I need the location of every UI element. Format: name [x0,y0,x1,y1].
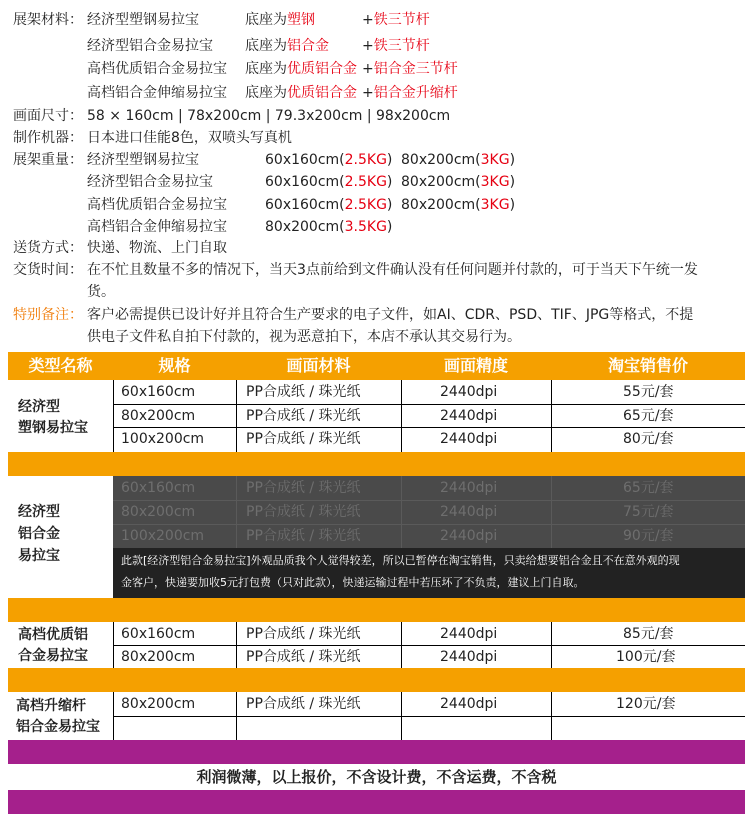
weight-row-4-size1: 80x200cm(3.5KG) [265,219,393,235]
delivery-value: 快递、物流、上门自取 [87,240,227,256]
cell-spec: 100x200cm [121,528,205,544]
group-label: 高档升缩杆 铝合金易拉宝 [16,698,100,735]
frame-material-label: 展架材料： [13,12,83,28]
header-spec: 规格 [158,356,191,375]
footer-band-bottom [8,790,745,814]
material-row-1-name: 经济型塑钢易拉宝 [87,12,199,28]
cell-price: 80元/套 [623,431,674,447]
weight-row-1-name: 经济型塑钢易拉宝 [87,152,199,168]
material-row-2-rod: +铁三节杆 [362,38,430,54]
cell-spec: 100x200cm [121,431,205,447]
group-label: 经济型 铝合金 易拉宝 [18,504,60,564]
special-note-line2: 供电子文件私自拍下付款的，视为恶意拍下，本店不承认其交易行为。 [87,329,521,345]
weight-row-3-size1: 60x160cm(2.5KG) [265,197,393,213]
cell-price: 85元/套 [623,626,674,642]
weight-row-2-size2: 80x200cm(3KG) [401,174,516,190]
weight-row-4-name: 高档铝合金伸缩易拉宝 [87,219,227,235]
delivery-time-line1: 在不忙且数量不多的情况下，当天3点前给到文件确认没有任何问题并付款的，可于当天下午统一发 [87,262,698,278]
table-header [8,352,745,380]
cell-material: PP合成纸 / 珠光纸 [246,528,361,544]
cell-spec: 60x160cm [121,480,196,496]
cell-precision: 2440dpi [440,384,498,400]
header-material: 画面材料 [286,356,351,375]
machine-value: 日本进口佳能8色，双喷头写真机 [87,130,292,146]
material-row-3-rod: +铝合金三节杆 [362,61,458,77]
cell-price: 75元/套 [623,504,674,520]
material-row-2-base: 底座为铝合金 [245,38,329,54]
special-note-label: 特别备注： [13,307,83,323]
separator-bar [8,598,745,622]
weight-row-2-name: 经济型铝合金易拉宝 [87,174,213,190]
cell-material: PP合成纸 / 珠光纸 [246,649,361,665]
group-label: 高档优质铝 合金易拉宝 [18,627,88,664]
size-label: 画面尺寸： [13,108,83,124]
group-label: 经济型 塑钢易拉宝 [18,399,88,436]
cell-precision: 2440dpi [440,408,498,424]
header-precision: 画面精度 [443,356,508,375]
material-row-4-rod: +铝合金升缩杆 [362,85,458,101]
weight-row-1-size1: 60x160cm(2.5KG) [265,152,393,168]
cell-spec: 60x160cm [121,384,196,400]
delivery-time-label: 交货时间： [13,262,83,278]
cell-spec: 60x160cm [121,626,196,642]
special-note-line1: 客户必需提供已设计好并且符合生产要求的电子文件，如AI、CDR、PSD、TIF、JPG等格式，不提 [87,307,694,323]
cell-spec: 80x200cm [121,649,196,665]
material-row-1-base: 底座为塑钢 [245,12,315,28]
cell-precision: 2440dpi [440,504,498,520]
cell-precision: 2440dpi [440,528,498,544]
discontinued-notice: 此款[经济型铝合金易拉宝]外观品质我个人觉得较差，所以已暂停在淘宝销售，只卖给想要铝合金且不在意外观的现 金客户，快递要加收5元打包费（只对此款），快递运输过程中若压坏了不负责，建议上门自取。 [113,548,745,598]
cell-material: PP合成纸 / 珠光纸 [246,504,361,520]
cell-precision: 2440dpi [440,696,498,712]
delivery-time-line2: 货。 [87,284,115,300]
cell-price: 65元/套 [623,408,674,424]
material-row-3-name: 高档优质铝合金易拉宝 [87,61,227,77]
cell-material: PP合成纸 / 珠光纸 [246,626,361,642]
weight-row-3-name: 高档优质铝合金易拉宝 [87,197,227,213]
cell-spec: 80x200cm [121,408,196,424]
footer-band-top [8,740,745,764]
material-row-4-name: 高档铝合金伸缩易拉宝 [87,85,227,101]
weight-row-1-size2: 80x200cm(3KG) [401,152,516,168]
cell-spec: 80x200cm [121,504,196,520]
cell-price: 90元/套 [623,528,674,544]
header-type: 类型名称 [28,356,93,375]
cell-price: 65元/套 [623,480,674,496]
cell-precision: 2440dpi [440,431,498,447]
weight-row-3-size2: 80x200cm(3KG) [401,197,516,213]
separator-bar [8,452,745,476]
material-row-1-rod: +铁三节杆 [362,12,430,28]
cell-material: PP合成纸 / 珠光纸 [246,408,361,424]
cell-price: 100元/套 [616,649,676,665]
cell-precision: 2440dpi [440,480,498,496]
cell-price: 55元/套 [623,384,674,400]
cell-spec: 80x200cm [121,696,196,712]
cell-material: PP合成纸 / 珠光纸 [246,384,361,400]
cell-material: PP合成纸 / 珠光纸 [246,431,361,447]
material-row-4-base: 底座为优质铝合金 [245,85,357,101]
cell-precision: 2440dpi [440,626,498,642]
cell-material: PP合成纸 / 珠光纸 [246,480,361,496]
material-row-2-name: 经济型铝合金易拉宝 [87,38,213,54]
material-row-3-base: 底座为优质铝合金 [245,61,357,77]
footer-note: 利润微薄，以上报价，不含设计费，不含运费，不含税 [8,764,745,790]
weight-label: 展架重量： [13,152,83,168]
header-price: 淘宝销售价 [607,356,688,375]
size-value: 58 × 160cm | 78x200cm | 79.3x200cm | 98x200cm [87,108,451,124]
delivery-label: 送货方式： [13,240,83,256]
cell-price: 120元/套 [616,696,676,712]
machine-label: 制作机器： [13,130,83,146]
cell-precision: 2440dpi [440,649,498,665]
separator-bar [8,668,745,692]
weight-row-2-size1: 60x160cm(2.5KG) [265,174,393,190]
cell-material: PP合成纸 / 珠光纸 [246,696,361,712]
